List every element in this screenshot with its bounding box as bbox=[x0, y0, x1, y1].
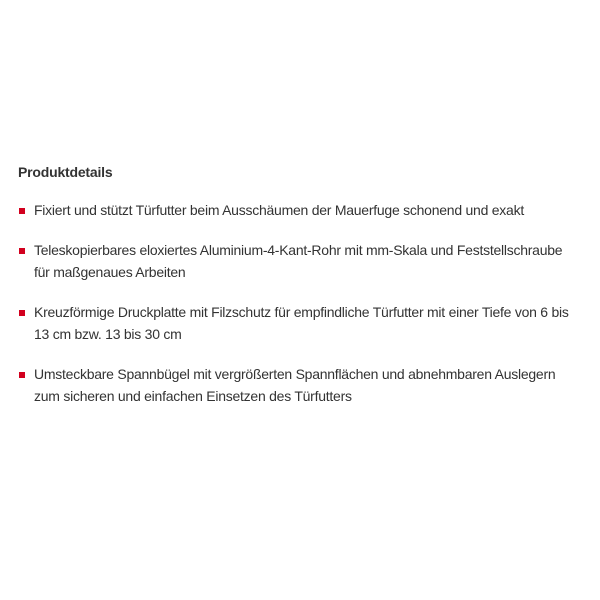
feature-list bbox=[18, 199, 578, 408]
product-details-section bbox=[18, 163, 578, 425]
list-item bbox=[18, 301, 578, 346]
bullet-square-icon bbox=[19, 208, 25, 214]
list-item bbox=[18, 239, 578, 284]
bullet-square-icon bbox=[19, 248, 25, 254]
list-item-text: Teleskopierbares eloxiertes Aluminium-4-Kant-Rohr mit mm-Skala und Feststellschraube für maßgenaues Arbeiten bbox=[34, 241, 563, 280]
list-item bbox=[18, 199, 578, 222]
list-item-text: Kreuzförmige Druckplatte mit Filzschutz für empfindliche Türfutter mit einer Tiefe von 6 bis 13 cm bzw. 13 bis 30 cm bbox=[34, 303, 569, 342]
bullet-square-icon bbox=[19, 372, 25, 378]
bullet-square-icon bbox=[19, 310, 25, 316]
section-title: Produktdetails bbox=[18, 164, 113, 180]
list-item-text: Fixiert und stützt Türfutter beim Ausschäumen der Mauerfuge schonend und exakt bbox=[34, 202, 524, 218]
list-item-text: Umsteckbare Spannbügel mit vergrößerten Spannflächen und abnehmbaren Auslegern zum sicheren und einfachen Einsetzen des Türfutters bbox=[34, 365, 556, 404]
list-item bbox=[18, 363, 578, 408]
